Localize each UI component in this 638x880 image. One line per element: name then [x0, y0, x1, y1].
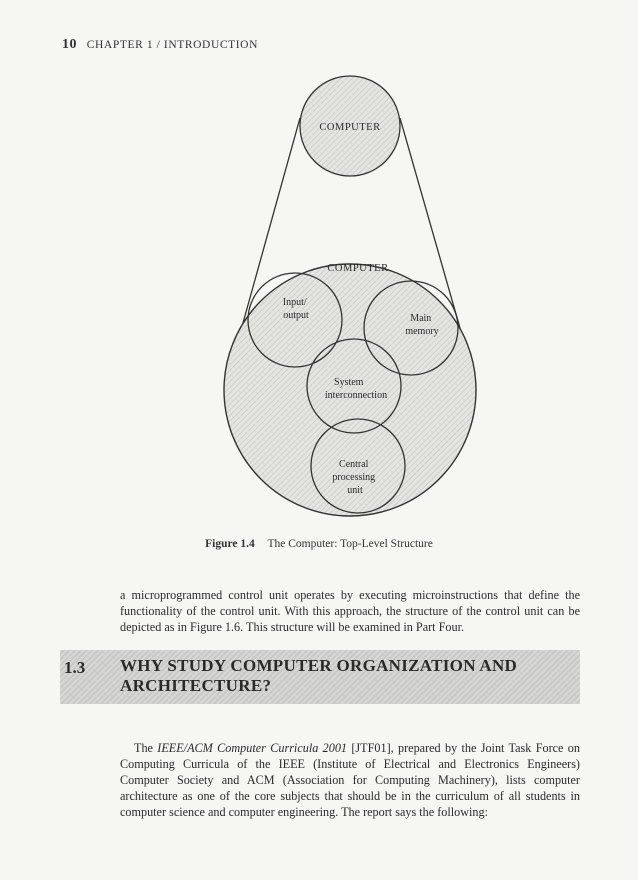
- paragraph-2-text: [JTF01], prepared by the Joint Task Force on Computing Curricula of the IEEE (Institute of Electrical and Electronics Engineers) Computer Society and ACM (Association for Computing Machinery), lists computer architecture as one of the core subjects that should be in the curriculum of all students in computer science and computer engineering. The report says the following:: [120, 741, 580, 819]
- body-paragraph-1: a microprogrammed control unit operates by executing microinstructions that define the functionality of the control unit. With this approach, the structure of the control unit can be depicted as in Figure 1.6. This structure will be examined in Part Four.: [120, 588, 580, 634]
- figure-caption-text: The Computer: Top-Level Structure: [267, 538, 433, 550]
- figure-caption-label: Figure 1.4: [205, 538, 255, 550]
- cpu-label: Central processing unit: [332, 459, 376, 496]
- section-number: 1.3: [64, 658, 86, 677]
- system-interconnection-label: System interconnection: [324, 377, 388, 401]
- paragraph-2-lead: The: [134, 741, 158, 755]
- top-circle-label: COMPUTER: [319, 122, 381, 133]
- section-title: WHY STUDY COMPUTER ORGANIZATION AND ARCHITECTURE?: [120, 656, 518, 695]
- big-circle-label: COMPUTER: [327, 263, 389, 274]
- curricula-title: IEEE/ACM Computer Curricula 2001: [157, 741, 348, 755]
- main-memory-label: Main memory: [405, 313, 439, 337]
- body-paragraph-2: [120, 740, 580, 820]
- figure-caption: [0, 538, 638, 550]
- chapter-title: CHAPTER 1 / INTRODUCTION: [86, 39, 258, 51]
- input-output-label: Input/ output: [282, 297, 309, 321]
- page-number: 10: [62, 37, 77, 52]
